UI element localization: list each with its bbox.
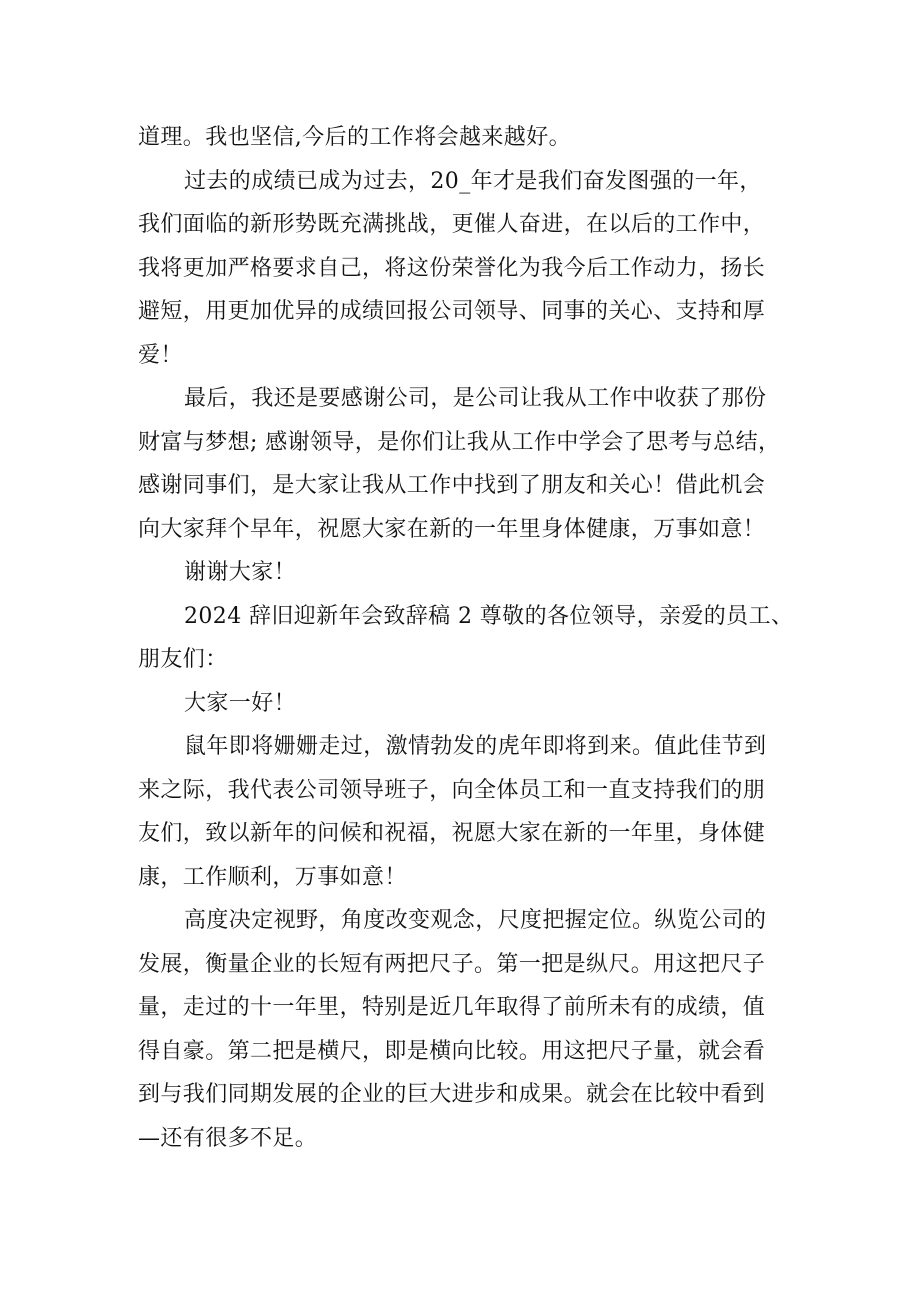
paragraph-start-line: 谢谢大家！ [184, 560, 297, 585]
document-title-line: 2024 辞旧迎新年会致辞稿 2 尊敬的各位领导，亲爱的员工、 [184, 603, 794, 629]
text-line: 我将更加严格要求自己，将这份荣誉化为我今后工作动力，扬长 [138, 255, 766, 281]
text-line: 康，工作顺利，万事如意！ [138, 864, 407, 890]
text-line: 发展，衡量企业的长短有两把尺子。第一把是纵尺。用这把尺子 [138, 951, 766, 977]
paragraph-start-line: 最后，我还是要感谢公司，是公司让我从工作中收获了那份 [184, 386, 767, 411]
text-line: 朋友们： [138, 647, 228, 672]
text-line: —还有很多不足。 [138, 1125, 318, 1151]
text-line: 道理。我也坚信,今后的工作将会越来越好。 [138, 125, 571, 150]
text-line: 得自豪。第二把是横尺，即是横向比较。用这把尺子量，就会看 [138, 1038, 766, 1064]
text-line: 感谢同事们，是大家让我从工作中找到了朋友和关心！借此机会 [138, 473, 766, 498]
paragraph-start-line: 鼠年即将姗姗走过，激情勃发的虎年即将到来。值此佳节到 [184, 734, 767, 759]
text-line: 避短，用更加优异的成绩回报公司领导、同事的关心、支持和厚 [138, 299, 766, 324]
text-line: 向大家拜个早年，祝愿大家在新的一年里身体健康，万事如意！ [138, 516, 766, 542]
text-line: 量，走过的十一年里，特别是近几年取得了前所未有的成绩，值 [138, 995, 766, 1020]
text-line: 友们，致以新年的问候和祝福，祝愿大家在新的一年里，身体健 [138, 821, 766, 846]
greeting-line: 大家一好！ [184, 690, 297, 716]
text-line: 来之际，我代表公司领导班子，向全体员工和一直支持我们的朋 [138, 777, 766, 803]
text-line: 到与我们同期发展的企业的巨大进步和成果。就会在比较中看到 [138, 1082, 766, 1107]
document-body [138, 116, 798, 1160]
paragraph-start-line: 过去的成绩已成为过去，20_年才是我们奋发图强的一年， [184, 168, 762, 194]
text-line: 我们面临的新形势既充满挑战，更催人奋进，在以后的工作中， [138, 212, 766, 237]
paragraph-start-line: 高度决定视野，角度改变观念，尺度把握定位。纵览公司的 [184, 908, 767, 933]
text-line: 爱！ [138, 342, 183, 368]
text-line: 财富与梦想; 感谢领导，是你们让我从工作中学会了思考与总结， [138, 429, 781, 455]
